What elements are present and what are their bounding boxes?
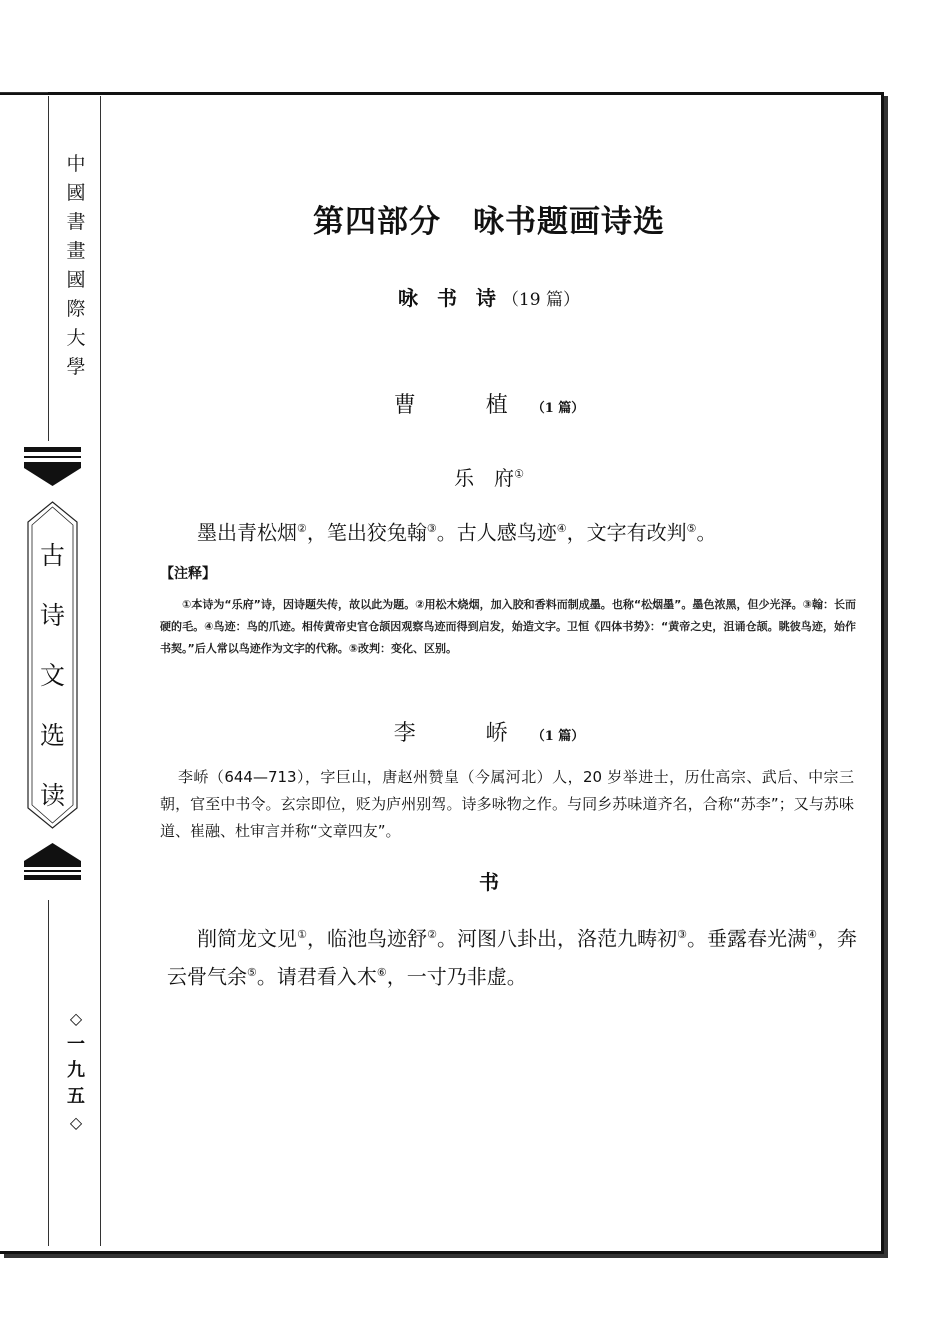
poem-title-text: 乐 府 (454, 466, 515, 490)
banner-top-bar (24, 447, 81, 452)
school-char: 書 (66, 211, 86, 233)
annotations-text: ①本诗为“乐府”诗，因诗题失传，故以此为题。②用松木烧烟，加入胶和香料而制成墨。也称“松烟墨”。墨色浓黑，但少光泽。③翰：长而硬的毛。④鸟迹：鸟的爪迹。相传黄帝史官仓颉因观察鸟迹而得到启发，始造文字。卫恒《四体书势》：“黄帝之史，沮诵仓颉。眺彼鸟迹，始作书契。”后人常以鸟迹作为文字的代称。⑤改判：变化、区别。 (160, 598, 856, 655)
margin-rule-left-lower (48, 900, 49, 1246)
footnote-marker: ④ (556, 522, 567, 535)
section-title (0, 282, 950, 311)
school-char: 際 (66, 298, 86, 320)
school-char: 中 (66, 153, 86, 175)
poem-segment: 。河图八卦出，洛范九畴初 (436, 926, 678, 951)
poem-title (0, 462, 950, 491)
banner-char: 诗 (39, 601, 65, 630)
school-char: 國 (66, 269, 86, 291)
footnote-marker: ② (297, 522, 307, 535)
poem-segment: 。垂露春光满 (687, 926, 808, 951)
school-char: 畫 (66, 240, 86, 262)
author-name: 李 峤 (393, 721, 532, 746)
page-frame (0, 92, 884, 1254)
banner-char: 古 (39, 541, 65, 570)
author-count: （1 篇） (531, 729, 585, 744)
author-name: 曹 植 (393, 393, 532, 418)
poem-segment: 墨出青松烟 (197, 520, 297, 545)
footnote-marker: ① (297, 928, 307, 941)
poem-segment: ，文字有改判 (566, 520, 687, 545)
school-char: 學 (66, 356, 86, 378)
part-title: 第四部分 咏书题画诗选 (313, 204, 665, 240)
poem-segment: 。古人感鸟迹 (436, 520, 557, 545)
poem-segment: ，笔出狡兔翰 (306, 520, 427, 545)
author-bio: 李峤（644—713），字巨山，唐赵州赞皇（今属河北）人，20 岁举进士，历仕高宗、武后、中宗三朝，官至中书令。玄宗即位，贬为庐州别驾。诗多咏物之作。与同乡苏味道齐名，合称“苏李”；又与苏味道、崔融、杜审言并称“文章四友”。 (160, 768, 854, 840)
banner-label (26, 526, 79, 826)
section-count: （19 篇） (501, 290, 580, 310)
diamond-icon: ◇ (69, 1113, 83, 1132)
poem-segment: 。请君看入木 (256, 964, 377, 989)
page-number-char: 五 (67, 1086, 85, 1107)
poem-title-text: 书 (479, 870, 499, 894)
banner-char: 文 (39, 661, 65, 690)
top-left-rule (0, 92, 48, 93)
poem-segment: ，一寸乃非虚。 (386, 964, 527, 989)
page-number-char: 九 (67, 1060, 85, 1081)
footnote-marker: ⑤ (247, 965, 257, 979)
section-title-text: 咏 书 诗 (398, 286, 502, 310)
banner-char: 读 (39, 781, 65, 810)
school-char: 國 (66, 182, 86, 204)
footnote-marker: ③ (677, 928, 688, 941)
author-heading (0, 388, 950, 419)
margin-rule-right (100, 96, 101, 1246)
footnote-marker: ① (514, 467, 524, 481)
author-heading (0, 716, 950, 747)
poem-segment: ，临池鸟迹舒 (306, 926, 428, 951)
school-char: 大 (66, 327, 86, 349)
banner-top-bar-thin (24, 456, 81, 458)
poem-title (0, 866, 950, 895)
footnote-marker: ③ (426, 522, 437, 535)
author-count: （1 篇） (531, 401, 585, 416)
vertical-school-name (62, 150, 90, 382)
poem-segment: 。 (696, 520, 717, 545)
poem-segment: 削简龙文见 (197, 926, 298, 951)
footnote-marker: ⑥ (376, 965, 387, 979)
banner-bottom-chevron (24, 843, 81, 867)
annotations-label: 【注释】 (160, 566, 216, 582)
footnote-marker: ② (427, 928, 437, 941)
poem-body (167, 918, 857, 993)
diamond-icon: ◇ (69, 1009, 83, 1028)
page-number-char: 一 (67, 1034, 85, 1055)
poem-segment: ，奔云骨气余 (167, 926, 858, 989)
banner-char: 选 (39, 721, 65, 750)
page-number (62, 1006, 90, 1136)
footnote-marker: ⑤ (686, 522, 697, 535)
footnote-marker: ④ (807, 928, 818, 941)
poem-body (197, 512, 887, 550)
